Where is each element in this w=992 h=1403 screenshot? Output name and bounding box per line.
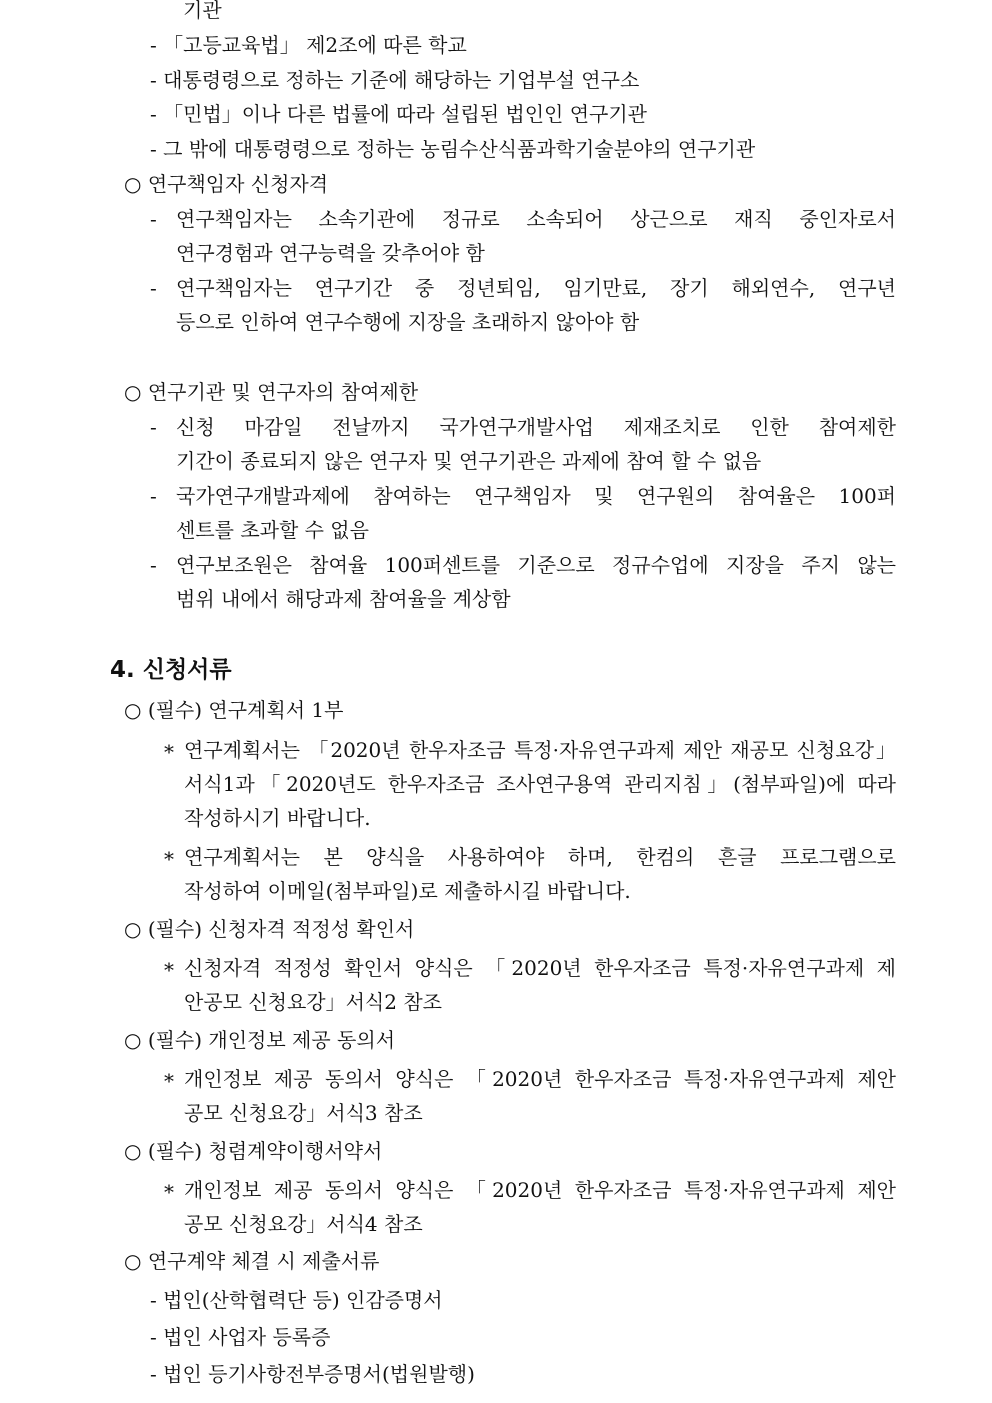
doc2-note-line: 안공모 신청요강」서식2 참조 [184, 990, 442, 1014]
restrict-item-line: 기간이 종료되지 않은 연구자 및 연구기관은 과제에 참여 할 수 없음 [176, 449, 762, 473]
restrict-item-dash: - [150, 415, 157, 439]
org-item: - 「고등교육법」 제2조에 따른 학교 [150, 33, 467, 57]
restrict-item-line: 국가연구개발과제에 참여하는 연구책임자 및 연구원의 참여율은 100퍼 [176, 484, 896, 508]
doc1-note-line: 서식1과「2020년도 한우자조금 조사연구용역 관리지침」(첨부파일)에 따라 [184, 772, 896, 796]
contract-item: - 법인 사업자 등록증 [150, 1325, 331, 1349]
org-item: - 「민법」이나 다른 법률에 따라 설립된 법인인 연구기관 [150, 102, 647, 126]
pi-item-dash: - [150, 276, 157, 300]
note-star: * [164, 1180, 174, 1204]
doc1-note-line: 작성하여 이메일(첨부파일)로 제출하시길 바랍니다. [184, 879, 631, 903]
doc1-note-line: 연구계획서는 본 양식을 사용하여야 하며, 한컴의 흔글 프로그램으로 [184, 845, 896, 869]
org-item: - 그 밖에 대통령령으로 정하는 농림수산식품과학기술분야의 연구기관 [150, 137, 756, 161]
section-heading: 4. 신청서류 [110, 657, 232, 683]
doc2-heading: ○ (필수) 신청자격 적정성 확인서 [124, 917, 415, 941]
doc2-note-line: 신청자격 적정성 확인서 양식은 「2020년 한우자조금 특정·자유연구과제 제 [184, 956, 896, 980]
doc3-note-line: 개인정보 제공 동의서 양식은 「2020년 한우자조금 특정·자유연구과제 제안 [184, 1067, 896, 1091]
restrict-item-line: 범위 내에서 해당과제 참여율을 계상함 [176, 587, 511, 611]
continued-line: 기관 [183, 0, 222, 22]
restrict-item-line: 센트를 초과할 수 없음 [176, 518, 369, 542]
restrict-item-line: 신청 마감일 전날까지 국가연구개발사업 제재조치로 인한 참여제한 [176, 415, 896, 439]
note-star: * [164, 847, 174, 871]
pi-item-dash: - [150, 207, 157, 231]
doc1-note-line: 연구계획서는 「2020년 한우자조금 특정·자유연구과제 제안 재공모 신청요강」 [184, 738, 896, 762]
doc1-note-line: 작성하시기 바랍니다. [184, 806, 371, 830]
doc4-note-line: 개인정보 제공 동의서 양식은 「2020년 한우자조금 특정·자유연구과제 제안 [184, 1178, 896, 1202]
org-item: - 대통령령으로 정하는 기준에 해당하는 기업부설 연구소 [150, 68, 640, 92]
pi-item-line: 연구책임자는 연구기간 중 정년퇴임, 임기만료, 장기 해외연수, 연구년 [176, 276, 896, 300]
doc1-heading: ○ (필수) 연구계획서 1부 [124, 698, 344, 722]
note-star: * [164, 1069, 174, 1093]
pi-item-line: 등으로 인하여 연구수행에 지장을 초래하지 않아야 함 [176, 310, 640, 334]
pi-item-line: 연구책임자는 소속기관에 정규로 소속되어 상근으로 재직 중인자로서 [176, 207, 896, 231]
pi-item-line: 연구경험과 연구능력을 갖추어야 함 [176, 241, 485, 265]
contract-item: - 법인(산학협력단 등) 인감증명서 [150, 1288, 443, 1312]
restrict-heading: ○ 연구기관 및 연구자의 참여제한 [124, 380, 419, 404]
doc4-note-line: 공모 신청요강」서식4 참조 [184, 1212, 423, 1236]
doc3-heading: ○ (필수) 개인정보 제공 동의서 [124, 1028, 396, 1052]
note-star: * [164, 740, 174, 764]
contract-item: - 법인 등기사항전부증명서(법원발행) [150, 1362, 475, 1386]
note-star: * [164, 958, 174, 982]
doc3-note-line: 공모 신청요강」서식3 참조 [184, 1101, 423, 1125]
restrict-item-line: 연구보조원은 참여율 100퍼센트를 기준으로 정규수업에 지장을 주지 않는 [176, 553, 896, 577]
restrict-item-dash: - [150, 553, 157, 577]
contract-heading: ○ 연구계약 체결 시 제출서류 [124, 1249, 380, 1273]
pi-heading: ○ 연구책임자 신청자격 [124, 172, 329, 196]
restrict-item-dash: - [150, 484, 157, 508]
doc4-heading: ○ (필수) 청렴계약이행서약서 [124, 1139, 383, 1163]
